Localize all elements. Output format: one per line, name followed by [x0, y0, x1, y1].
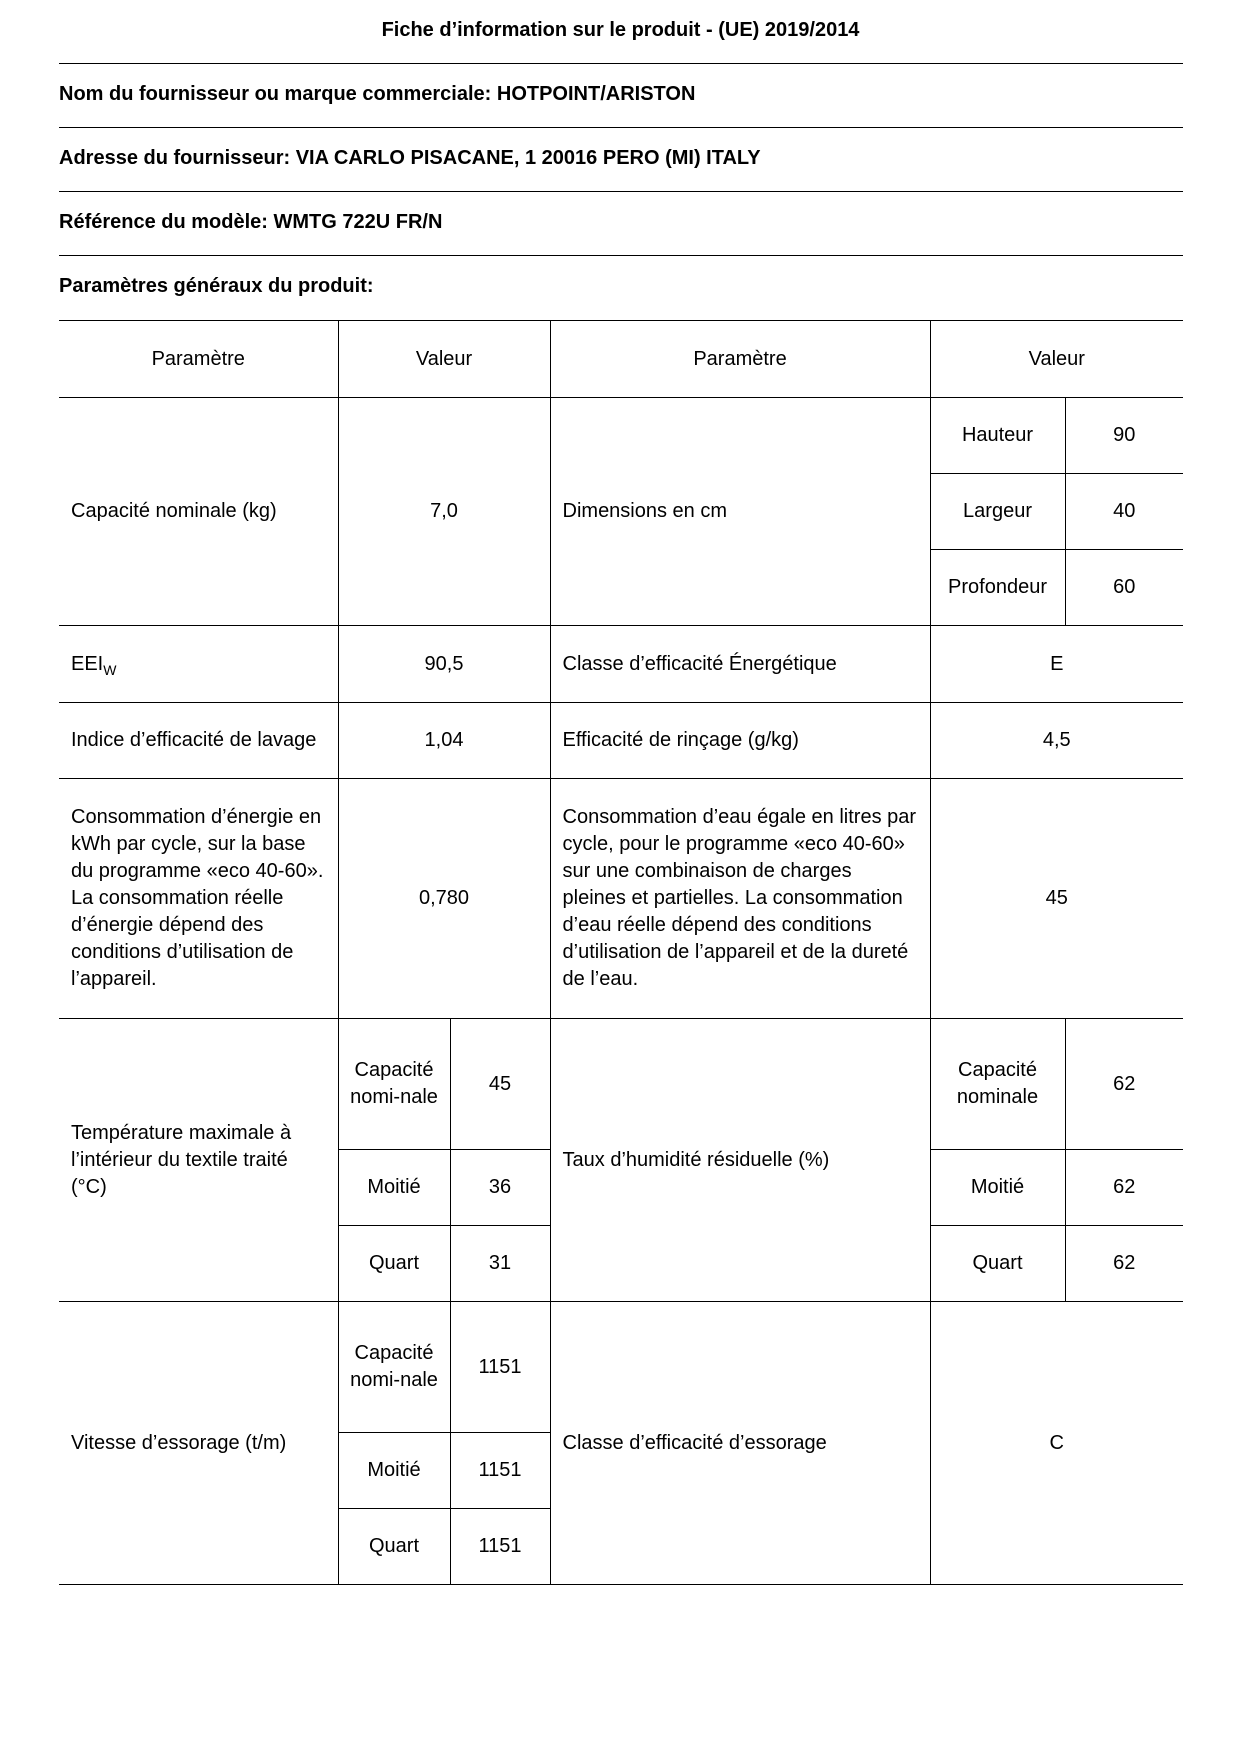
header-param-right: Paramètre: [550, 321, 930, 398]
humidity-half-value: 62: [1065, 1150, 1183, 1226]
wash-index-value: 1,04: [338, 703, 550, 779]
capacity-value: 7,0: [338, 398, 550, 626]
address-line: Adresse du fournisseur: VIA CARLO PISACANE, 1 20016 PERO (MI) ITALY: [59, 147, 761, 169]
spin-speed-full-label: Capacité nomi-nale: [338, 1302, 450, 1433]
eei-value: 90,5: [338, 626, 550, 703]
header-param-left: Paramètre: [59, 321, 338, 398]
width-label: Largeur: [930, 474, 1065, 550]
temperature-full-value: 45: [450, 1019, 550, 1150]
height-label: Hauteur: [930, 398, 1065, 474]
wash-index-label: Indice d’efficacité de lavage: [59, 703, 338, 779]
energy-class-value: E: [930, 626, 1183, 703]
water-consumption-label: Consommation d’eau égale en litres par cycle, pour le programme «eco 40-60» sur une combinaison de charges pleines et partielles. La consommation d’eau réelle dépend des conditions d’utilisation de l’appareil et de la dureté de l’eau.: [550, 779, 930, 1019]
humidity-quarter-label: Quart: [930, 1226, 1065, 1302]
eei-label: [59, 626, 338, 703]
table-row: [59, 1302, 1183, 1433]
header-value-right: Valeur: [930, 321, 1183, 398]
humidity-label: Taux d’humidité résiduelle (%): [550, 1019, 930, 1302]
spin-speed-full-value: 1151: [450, 1302, 550, 1433]
table-row: [59, 626, 1183, 703]
capacity-label: Capacité nominale (kg): [59, 398, 338, 626]
general-parameters-heading: Paramètres généraux du produit:: [59, 275, 374, 297]
energy-class-label: Classe d’efficacité Énergétique: [550, 626, 930, 703]
water-consumption-value: 45: [930, 779, 1183, 1019]
spin-speed-quarter-value: 1151: [450, 1509, 550, 1585]
table-header-row: [59, 321, 1183, 398]
temperature-label: Température maximale à l’intérieur du textile traité (°C): [59, 1019, 338, 1302]
header-value-left: Valeur: [338, 321, 550, 398]
spin-class-label: Classe d’efficacité d’essorage: [550, 1302, 930, 1585]
table-row: [59, 398, 1183, 474]
divider: [59, 191, 1183, 192]
temperature-full-label: Capacité nomi-nale: [338, 1019, 450, 1150]
depth-label: Profondeur: [930, 550, 1065, 626]
divider: [59, 63, 1183, 64]
table-row: [59, 779, 1183, 1019]
dimensions-label: Dimensions en cm: [550, 398, 930, 626]
spin-speed-label: Vitesse d’essorage (t/m): [59, 1302, 338, 1585]
divider: [59, 255, 1183, 256]
model-line: Référence du modèle: WMTG 722U FR/N: [59, 211, 443, 233]
spin-speed-quarter-label: Quart: [338, 1509, 450, 1585]
temperature-half-label: Moitié: [338, 1150, 450, 1226]
temperature-quarter-label: Quart: [338, 1226, 450, 1302]
energy-consumption-value: 0,780: [338, 779, 550, 1019]
energy-consumption-label: Consommation d’énergie en kWh par cycle, sur la base du programme «eco 40-60». La consommation réelle d’énergie dépend des conditions d’utilisation de l’appareil.: [59, 779, 338, 1019]
table-row: [59, 1019, 1183, 1150]
rinse-label: Efficacité de rinçage (g/kg): [550, 703, 930, 779]
humidity-full-label: Capacité nominale: [930, 1019, 1065, 1150]
eei-label-subscript: W: [103, 661, 117, 678]
spin-speed-half-label: Moitié: [338, 1433, 450, 1509]
divider: [59, 127, 1183, 128]
width-value: 40: [1065, 474, 1183, 550]
document-title: Fiche d’information sur le produit - (UE) 2019/2014: [381, 19, 860, 41]
eei-label-main: EEI: [71, 652, 104, 675]
parameters-table: [59, 320, 1183, 1585]
supplier-line: Nom du fournisseur ou marque commerciale: HOTPOINT/ARISTON: [59, 83, 696, 105]
temperature-quarter-value: 31: [450, 1226, 550, 1302]
humidity-full-value: 62: [1065, 1019, 1183, 1150]
temperature-half-value: 36: [450, 1150, 550, 1226]
spin-class-value: C: [930, 1302, 1183, 1585]
spin-speed-half-value: 1151: [450, 1433, 550, 1509]
humidity-half-label: Moitié: [930, 1150, 1065, 1226]
rinse-value: 4,5: [930, 703, 1183, 779]
humidity-quarter-value: 62: [1065, 1226, 1183, 1302]
depth-value: 60: [1065, 550, 1183, 626]
height-value: 90: [1065, 398, 1183, 474]
table-row: [59, 703, 1183, 779]
